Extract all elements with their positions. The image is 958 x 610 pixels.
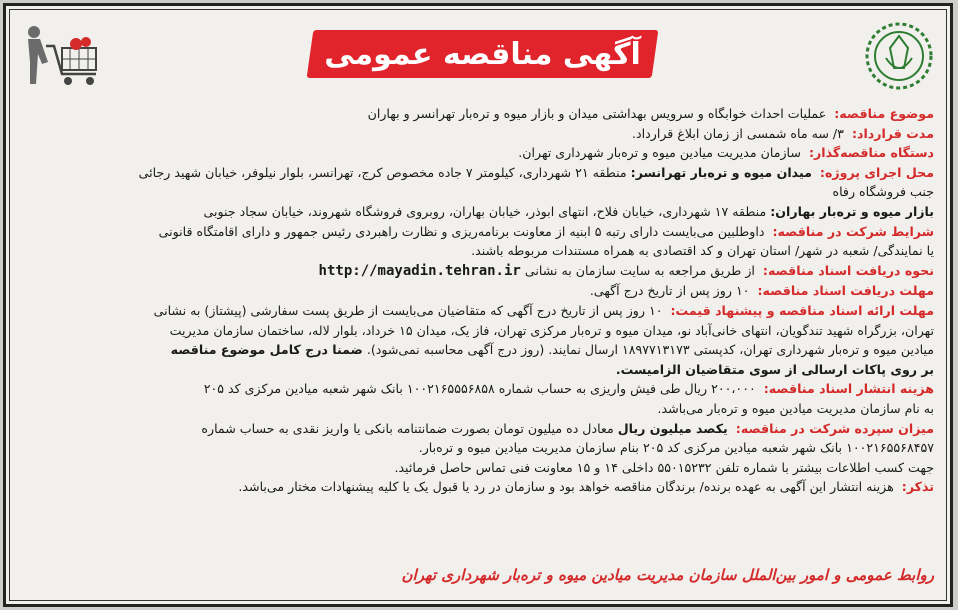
duration-value: ۳/ سه ماه شمسی از زمان ابلاغ قرارداد.	[632, 125, 844, 141]
duration-row	[20, 124, 934, 144]
location-row-1	[20, 163, 934, 183]
shopping-cart-icon	[18, 24, 102, 92]
docs-deadline-value: ۱۰ روز پس از تاریخ درج آگهی.	[589, 283, 750, 299]
location-value2: منطقه ۱۷ شهرداری، خیابان فلاح، انتهای ابوذر، خیابان بهاران، روبروی فروشگاه شهروند، خیابان سجاد جنوبی	[203, 203, 767, 219]
duration-label: مدت قرارداد:	[851, 125, 934, 141]
tehran-municipality-logo-icon	[860, 18, 938, 94]
note-row	[20, 477, 934, 497]
note-label: تذکر:	[901, 479, 934, 495]
tender-advertisement	[3, 3, 953, 607]
conditions-row-b	[20, 241, 934, 261]
location-value1b: جنب فروشگاه رفاه	[832, 184, 934, 200]
offer-deadline-value: ۱۰ روز پس از تاریخ درج آگهی که متقاضیان می‌بایست از طریق پست سفارشی (پیشتاز) به نشانی	[153, 302, 663, 318]
fee-row	[20, 379, 934, 399]
offer-deadline-row	[20, 301, 934, 321]
contact-text: جهت کسب اطلاعات بیشتر با شماره تلفن ۵۵۰۱۵۲۳۲ داخلی ۱۴ و ۱۵ معاونت فنی تماس حاصل فرمائید.	[394, 459, 934, 475]
location-row-1b	[20, 182, 934, 202]
location-label: محل اجرای پروژه:	[819, 164, 934, 180]
ad-frame	[9, 9, 947, 601]
deposit-row-b	[20, 438, 934, 458]
offer-address-row-3	[20, 360, 934, 380]
docs-row	[20, 261, 934, 282]
offer-address2: میادین میوه و تره‌بار شهرداری تهران، کدپستی ۱۸۹۷۷۱۳۱۷۳ ارسال نمایند. (روز درج آگهی محاسبه نمی‌شود).	[366, 342, 934, 358]
location-sub2: بازار میوه و تره‌بار بهاران:	[770, 203, 934, 219]
deposit-value-bold: یکصد میلیون ریال	[617, 420, 728, 436]
deposit-row	[20, 419, 934, 439]
note-value: هزینه انتشار این آگهی به عهده برنده/ برندگان مناقصه خواهد بود و سازمان در رد یا قبول یک یا کلیه پیشنهادات مختار می‌باشد.	[238, 479, 894, 495]
deposit-value: معادل ده میلیون تومان بصورت ضمانتنامه بانکی یا واریز نقدی به حساب شماره	[201, 420, 614, 436]
authority-label: دستگاه مناقصه‌گذار:	[808, 145, 934, 161]
fee-value-b: به نام سازمان مدیریت میادین میوه و تره‌بار می‌باشد.	[657, 400, 934, 416]
docs-value: از طریق مراجعه به سایت سازمان به نشانی	[524, 262, 755, 278]
deposit-value-b: ۱۰۰۲۱۶۵۵۶۸۴۵۷ بانک شهر شعبه میادین مرکزی کد ۲۰۵ بنام سازمان مدیریت میادین میوه و تره‌بار.	[418, 440, 934, 456]
offer-address3: بر روی پاکات ارسالی از سوی متقاضیان الزامیست.	[615, 361, 934, 377]
ad-body	[20, 104, 934, 497]
offer-address2-bold: ضمنا درج کامل موضوع مناقصه	[170, 342, 363, 358]
subject-value: عملیات احداث خوابگاه و سرویس بهداشتی میدان و بازار میوه و تره‌بار تهرانسر و بهاران	[367, 106, 827, 121]
offer-address-row-2	[20, 340, 934, 360]
offer-address-row-1	[20, 321, 934, 341]
docs-deadline-label: مهلت دریافت اسناد مناقصه:	[757, 283, 934, 299]
authority-row	[20, 143, 934, 163]
location-value1: منطقه ۲۱ شهرداری، کیلومتر ۷ جاده مخصوص کرج، تهرانسر، بلوار نیلوفر، خیابان شهید رجائی	[138, 164, 627, 180]
conditions-label: شرایط شرکت در مناقصه:	[772, 223, 934, 239]
location-sub1: میدان میوه و تره‌بار تهرانسر:	[630, 164, 812, 180]
location-row-2	[20, 202, 934, 222]
conditions-row	[20, 222, 934, 242]
docs-url-link[interactable]: http://mayadin.tehran.ir	[318, 262, 521, 279]
docs-label: نحوه دریافت اسناد مناقصه:	[762, 262, 934, 278]
fee-value: ۲۰۰،۰۰۰ ریال طی فیش واریزی به حساب شماره ۱۰۰۲۱۶۵۵۵۶۸۵۸ بانک شهر شعبه میادین مرکزی کد ۲۰۵	[203, 381, 756, 397]
fee-row-b	[20, 399, 934, 419]
offer-address1: تهران، بزرگراه شهید تندگویان، انتهای خانی‌آباد نو، میدان میوه و تره‌بار مرکزی تهران، فاز یک، میدان ۱۵ خرداد، بلوار لاله، ساختمان سازمان مدیریت	[169, 322, 934, 338]
conditions-value-b: یا نمایندگی/ شعبه در شهر/ استان تهران و کد اقتصادی به همراه مستندات مربوطه باشند.	[471, 243, 934, 259]
deposit-label: میزان سپرده شرکت در مناقصه:	[735, 420, 934, 436]
docs-deadline-row	[20, 281, 934, 301]
ad-footer: روابط عمومی و امور بین‌الملل سازمان مدیریت میادین میوه و تره‌بار شهرداری تهران	[401, 566, 934, 584]
subject-row	[20, 104, 934, 124]
ad-header	[10, 10, 946, 96]
conditions-value: داوطلبین می‌بایست دارای رتبه ۵ ابنیه از معاونت برنامه‌ریزی و نظارت راهبردی رئیس جمهور و دارای اقامتگاه قانونی	[158, 223, 765, 239]
fee-label: هزینه انتشار اسناد مناقصه:	[763, 381, 934, 397]
authority-value: سازمان مدیریت میادین میوه و تره‌بار شهرداری تهران.	[518, 145, 801, 161]
offer-deadline-label: مهلت ارائه اسناد مناقصه و پیشنهاد قیمت:	[670, 302, 934, 318]
contact-row	[20, 458, 934, 478]
ad-title: آگهی مناقصه عمومی	[324, 36, 641, 72]
subject-label: موضوع مناقصه:	[834, 106, 934, 121]
